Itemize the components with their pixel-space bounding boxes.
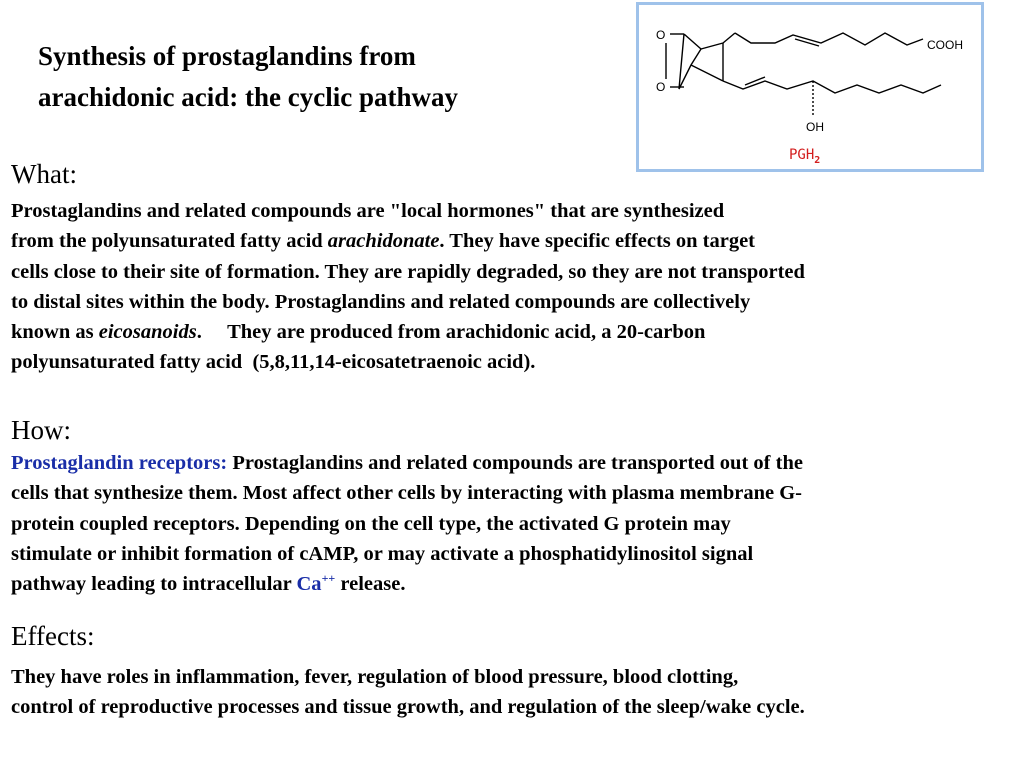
slide-title-line-1: Synthesis of prostaglandins from (38, 41, 416, 71)
how-line-1-rest: Prostaglandins and related compounds are transported out of the (227, 452, 803, 474)
upper-chain (735, 33, 923, 45)
prostaglandin-receptors-label: Prostaglandin receptors: (11, 452, 228, 474)
ring-c11-bond (691, 65, 723, 81)
what-line-2-start: from the polyunsaturated fatty acid (11, 230, 328, 253)
pgh2-structure-figure (636, 2, 984, 172)
calcium-symbol: Ca (296, 573, 322, 596)
how-line-3: protein coupled receptors. Depending on the cell type, the activated G protein may (11, 512, 731, 535)
pgh2-structure-diagram (639, 5, 981, 169)
caption-main: PGH (789, 147, 815, 163)
lower-chain (723, 81, 941, 93)
calcium-charge: ++ (321, 571, 336, 586)
skeleton-bonds (666, 33, 941, 117)
caption-subscript: 2 (814, 154, 821, 166)
what-line-1: Prostaglandins and related compounds are "local hormones" that are synthesized (11, 200, 725, 222)
what-paragraph (11, 196, 1011, 378)
hydroxyl-label: OH (806, 120, 824, 134)
arachidonate-term: arachidonate (327, 230, 440, 253)
how-line-4: stimulate or inhibit formation of cAMP, or may activate a phosphatidylinositol signal (11, 542, 754, 565)
double-bond-upper (795, 39, 819, 46)
effects-line-1: They have roles in inflammation, fever, regulation of blood pressure, blood clotting, (11, 666, 739, 688)
how-line-5-start: pathway leading to intracellular (11, 573, 297, 596)
how-line-1 (11, 448, 1011, 478)
how-line-5-end: release. (335, 573, 406, 596)
what-line-6: polyunsaturated fatty acid (5,8,11,14-eicosatetraenoic acid). (11, 351, 536, 374)
effects-line-2: control of reproductive processes and tissue growth, and regulation of the sleep/wake cycle. (11, 696, 805, 719)
what-line-5-end: . They are produced from arachidonic acid, a 20-carbon (196, 321, 706, 344)
what-line-3: cells close to their site of formation. They are rapidly degraded, so they are not transported (11, 260, 805, 283)
carboxyl-label: COOH (927, 38, 963, 52)
how-paragraph (11, 448, 1011, 599)
what-line-4: to distal sites within the body. Prostaglandins and related compounds are collectively (11, 290, 751, 313)
how-line-5 (11, 569, 1011, 599)
what-line-5 (11, 317, 1011, 347)
effects-paragraph (11, 662, 1011, 723)
what-line-5-start: known as (11, 321, 99, 344)
slide-title-line-2: arachidonic acid: the cyclic pathway (38, 82, 458, 112)
what-line-2 (11, 226, 1011, 256)
ring-bonds (679, 34, 701, 89)
calcium-ion (297, 573, 336, 595)
figure-caption (789, 147, 820, 166)
how-line-2: cells that synthesize them. Most affect other cells by interacting with plasma membrane G- (11, 482, 803, 505)
double-bond-lower (745, 77, 765, 85)
what-heading: What: (11, 159, 77, 189)
oxygen-top-label: O (656, 28, 666, 42)
slide-title (38, 36, 618, 118)
effects-heading: Effects: (11, 621, 95, 651)
oxygen-bottom-label: O (656, 80, 666, 94)
ring-c8-bond (701, 43, 723, 49)
upper-chain-bond (723, 33, 735, 43)
what-line-2-end: . They have specific effects on target (439, 230, 755, 253)
eicosanoids-term: eicosanoids (98, 321, 197, 344)
how-heading: How: (11, 415, 71, 445)
